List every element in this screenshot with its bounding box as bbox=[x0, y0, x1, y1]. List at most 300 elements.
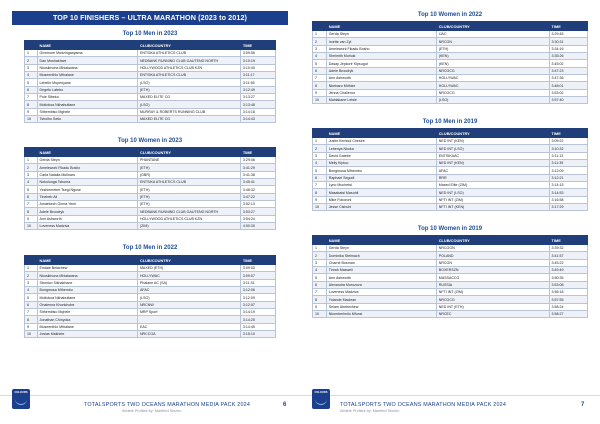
finish-time-cell: 3:48:01 bbox=[549, 82, 588, 89]
athlete-name-cell: Dan Moshakhwe bbox=[37, 57, 137, 64]
athlete-name-cell: Ann Ashworth bbox=[326, 75, 436, 82]
athlete-name-cell: Adele Broodryk bbox=[326, 67, 436, 74]
page-number: 6 bbox=[283, 402, 287, 408]
finish-time-cell: 3:14:15 bbox=[549, 182, 588, 189]
table-header-row bbox=[25, 256, 276, 265]
athlete-name-cell: Charné Bosman bbox=[326, 259, 436, 266]
position-cell: 5 bbox=[313, 167, 327, 174]
page-banner: TOP 10 FINISHERS – ULTRA MARATHON (2023 to 2012) bbox=[12, 11, 288, 25]
men-2023-title: Top 10 Men in 2023 bbox=[122, 31, 178, 37]
finish-time-cell: 3:29:45 bbox=[549, 31, 588, 38]
athlete-name-cell: Shelmith Muriuki bbox=[326, 53, 436, 60]
table-row bbox=[25, 171, 276, 178]
athlete-name-cell: Tsholho Setlo bbox=[37, 116, 137, 123]
table-row bbox=[25, 272, 276, 279]
club-country-cell: BOXERSZN bbox=[436, 267, 549, 274]
finish-time-cell: 3:12:06 bbox=[240, 287, 275, 294]
athlete-name-cell: Bongmusa Mthembu bbox=[326, 167, 436, 174]
club-country-cell: NFTI INT (KEN) bbox=[436, 204, 549, 211]
club-country-cell: NED INT (KEN) bbox=[436, 138, 549, 145]
table-row bbox=[313, 289, 588, 296]
finish-time-cell: 3:12:09 bbox=[549, 167, 588, 174]
athlete-name-cell: Ann Ashworth bbox=[37, 215, 137, 222]
table-row bbox=[25, 186, 276, 193]
finish-time-cell: 3:39:32 bbox=[549, 245, 588, 252]
club-country-cell: MASSACCG bbox=[436, 274, 549, 281]
position-cell: 2 bbox=[313, 145, 327, 152]
athlete-name-cell: Justin Kemboi Chesire bbox=[326, 138, 436, 145]
finish-time-cell: 3:12:09 bbox=[240, 294, 275, 301]
table-row bbox=[25, 179, 276, 186]
finish-time-cell: 3:50:35 bbox=[549, 274, 588, 281]
finish-time-cell: 4:00:30 bbox=[240, 223, 275, 230]
club-country-cell: (KEN) bbox=[436, 60, 549, 67]
finish-time-cell: 3:45:02 bbox=[549, 60, 588, 67]
position-cell: 3 bbox=[313, 152, 327, 159]
club-country-cell: HOLLYWAC bbox=[436, 75, 549, 82]
finish-time-cell: 3:10:40 bbox=[240, 64, 275, 71]
club-country-cell: ENTSIKA ATHLETICS CLUB bbox=[137, 50, 240, 57]
position-cell: 8 bbox=[313, 296, 327, 303]
finish-time-cell: 3:57:55 bbox=[549, 296, 588, 303]
finish-time-cell: 3:12:21 bbox=[549, 174, 588, 181]
finish-time-cell: 3:16:58 bbox=[549, 196, 588, 203]
club-country-cell: (LSO) bbox=[137, 294, 240, 301]
footer-divider bbox=[0, 395, 300, 396]
table-row bbox=[313, 296, 588, 303]
table-row bbox=[25, 301, 276, 308]
position-cell: 4 bbox=[25, 179, 38, 186]
club-country-cell: NEDBANK RUNNING CLUB GAUTENG NORTH bbox=[137, 208, 240, 215]
club-country-cell: (ETH) bbox=[137, 193, 240, 200]
finish-time-cell: 3:41:57 bbox=[549, 252, 588, 259]
footer-subtitle: Athlete Profiles by: Manfred Sinzhu bbox=[340, 409, 400, 413]
club-country-cell bbox=[137, 316, 240, 323]
table-row bbox=[25, 279, 276, 286]
finish-time-cell: 3:12:57 bbox=[240, 301, 275, 308]
club-country-cell: EAC bbox=[137, 323, 240, 330]
position-cell: 2 bbox=[313, 38, 327, 45]
athlete-name-cell: Nokulunga Tshuma bbox=[37, 179, 137, 186]
athlete-name-cell: Selam Abebechew bbox=[326, 303, 436, 310]
athlete-name-cell: Amelework Fikadu Bosho bbox=[37, 164, 137, 171]
position-cell: 7 bbox=[313, 182, 327, 189]
table-row bbox=[313, 82, 588, 89]
position-cell: 1 bbox=[25, 265, 38, 272]
finish-time-cell: 3:14:16 bbox=[240, 108, 275, 115]
position-cell: 6 bbox=[313, 67, 327, 74]
athlete-name-cell: Alexandra Morozova bbox=[326, 281, 436, 288]
table-row bbox=[25, 201, 276, 208]
club-country-cell: NRCGN bbox=[436, 259, 549, 266]
table-row bbox=[313, 145, 588, 152]
athlete-name-cell: Moseenthlo Mthalane bbox=[37, 72, 137, 79]
club-country-cell: (ETH) bbox=[137, 164, 240, 171]
column-header-name: NAME bbox=[37, 256, 137, 265]
table-row bbox=[313, 38, 588, 45]
position-cell: 8 bbox=[25, 316, 38, 323]
table-row bbox=[25, 309, 276, 316]
table-row bbox=[25, 116, 276, 123]
table-row bbox=[313, 252, 588, 259]
position-cell: 3 bbox=[25, 279, 38, 286]
table-row bbox=[313, 274, 588, 281]
position-cell: 7 bbox=[25, 94, 38, 101]
athlete-name-cell: Loveness Madziva bbox=[37, 223, 137, 230]
finish-time-cell: 3:47:22 bbox=[240, 193, 275, 200]
position-cell: 8 bbox=[25, 208, 38, 215]
finish-time-cell: 3:13:48 bbox=[240, 101, 275, 108]
club-country-cell: RUSSIA bbox=[436, 281, 549, 288]
table-row bbox=[25, 331, 276, 338]
club-country-cell: ENTSIKA ATHLETICS CLUB bbox=[137, 179, 240, 186]
club-country-cell: MAXED ELITE CG bbox=[137, 94, 240, 101]
athlete-name-cell: Masakatsi Masuhli bbox=[326, 189, 436, 196]
position-cell: 8 bbox=[313, 82, 327, 89]
table-row bbox=[313, 196, 588, 203]
finish-time-cell: 3:49:49 bbox=[549, 267, 588, 274]
men-2022-title: Top 10 Men in 2022 bbox=[122, 245, 178, 251]
table-row bbox=[313, 97, 588, 104]
column-header-club: CLUB/COUNTRY bbox=[137, 41, 240, 50]
table-row bbox=[25, 94, 276, 101]
wave-icon bbox=[315, 399, 327, 405]
table-row bbox=[25, 215, 276, 222]
position-cell: 9 bbox=[25, 108, 38, 115]
position-cell: 5 bbox=[25, 186, 38, 193]
finish-time-cell: 3:54:24 bbox=[240, 215, 275, 222]
finish-time-cell: 3:14:25 bbox=[240, 316, 275, 323]
athlete-name-cell: Dasay Jepkorir Kipsugut bbox=[326, 60, 436, 67]
club-country-cell: (KEN) bbox=[436, 53, 549, 60]
position-cell: 9 bbox=[25, 215, 38, 222]
club-country-cell: ENTSIKAAC bbox=[436, 152, 549, 159]
column-header-club: CLUB/COUNTRY bbox=[436, 22, 549, 31]
position-cell: 10 bbox=[25, 116, 38, 123]
column-header-name: NAME bbox=[326, 236, 436, 245]
right-page bbox=[300, 0, 600, 424]
position-cell: 6 bbox=[25, 86, 38, 93]
footer-title: TOTALSPORTS TWO OCEANS MARATHON MEDIA PACK 2024 bbox=[84, 402, 251, 408]
table-row bbox=[25, 72, 276, 79]
athlete-name-cell: David Gatebe bbox=[326, 152, 436, 159]
position-cell: 6 bbox=[313, 281, 327, 288]
athlete-name-cell: Gerda Steyn bbox=[37, 157, 137, 164]
column-header-time: TIME bbox=[549, 22, 588, 31]
position-cell: 10 bbox=[25, 223, 38, 230]
wave-icon bbox=[15, 399, 27, 405]
athlete-name-cell: Sbonico Sikhakhane bbox=[37, 279, 137, 286]
club-country-cell: NFTI INT (ZIM) bbox=[436, 289, 549, 296]
women-2022-title: Top 10 Women in 2022 bbox=[417, 12, 483, 18]
club-country-cell: IJAC bbox=[436, 31, 549, 38]
athlete-name-cell: Carla Natalia Molinaro bbox=[37, 171, 137, 178]
table-row bbox=[25, 323, 276, 330]
club-country-cell: (ETH) bbox=[137, 201, 240, 208]
club-country-cell: NED INT (LSO) bbox=[436, 189, 549, 196]
table-row bbox=[25, 193, 276, 200]
club-country-cell: NRCNW bbox=[137, 301, 240, 308]
club-country-cell: (ETH) bbox=[436, 45, 549, 52]
finish-time-cell: 3:14:19 bbox=[240, 309, 275, 316]
athlete-name-cell: Endale Belachew bbox=[37, 265, 137, 272]
club-country-cell: HOLLYWOOD ATHLETICS CLUB KZN bbox=[137, 64, 240, 71]
club-country-cell: (LSO) bbox=[137, 101, 240, 108]
column-header-time: TIME bbox=[240, 256, 275, 265]
table-row bbox=[313, 267, 588, 274]
athlete-name-cell: Degefu Lafebo bbox=[37, 86, 137, 93]
column-header-club: CLUB/COUNTRY bbox=[436, 236, 549, 245]
athlete-name-cell: Jesse Cishuhi bbox=[326, 204, 436, 211]
athlete-name-cell: Motlokoa Nkhabutlane bbox=[37, 101, 137, 108]
finish-time-cell: 3:53:08 bbox=[549, 281, 588, 288]
finish-time-cell: 3:11:55 bbox=[240, 79, 275, 86]
athlete-name-cell: Mike Fokoroni bbox=[326, 196, 436, 203]
finish-time-cell: 3:30:31 bbox=[549, 38, 588, 45]
table-header-row bbox=[313, 22, 588, 31]
club-country-cell: AFAC bbox=[436, 167, 549, 174]
column-header-club: CLUB/COUNTRY bbox=[137, 148, 240, 157]
column-header-no bbox=[25, 148, 38, 157]
position-cell: 2 bbox=[25, 57, 38, 64]
finish-time-cell: 3:10:32 bbox=[549, 145, 588, 152]
athlete-name-cell: Gerda Steyn bbox=[326, 31, 436, 38]
table-row bbox=[25, 86, 276, 93]
athlete-name-cell: Jonathan Chinyoka bbox=[37, 316, 137, 323]
position-cell: 3 bbox=[313, 259, 327, 266]
club-country-cell: POLAND bbox=[436, 252, 549, 259]
table-row bbox=[25, 64, 276, 71]
athlete-name-cell: Amaekech Girma Yemi bbox=[37, 201, 137, 208]
table-row bbox=[25, 101, 276, 108]
position-cell: 9 bbox=[313, 196, 327, 203]
club-country-cell: NRCGCG bbox=[436, 89, 549, 96]
table-row bbox=[313, 174, 588, 181]
club-country-cell: NED INT (LSO) bbox=[436, 145, 549, 152]
athlete-name-cell: Givemore Mudzinganyama bbox=[37, 50, 137, 57]
position-cell: 3 bbox=[25, 171, 38, 178]
position-cell: 10 bbox=[313, 204, 327, 211]
page-number: 7 bbox=[581, 402, 585, 408]
club-country-cell: NFTI INT (ZIM) bbox=[436, 196, 549, 203]
position-cell: 2 bbox=[25, 272, 38, 279]
finish-time-cell: 3:12:49 bbox=[240, 86, 275, 93]
position-cell: 6 bbox=[313, 174, 327, 181]
footer-subtitle: Athlete Profiles by: Manfred Sinzhu bbox=[122, 409, 182, 413]
column-header-club: CLUB/COUNTRY bbox=[436, 129, 549, 138]
position-cell: 3 bbox=[313, 45, 327, 52]
club-country-cell: (LSO) bbox=[436, 97, 549, 104]
table-row bbox=[313, 189, 588, 196]
position-cell: 4 bbox=[313, 53, 327, 60]
position-cell: 8 bbox=[25, 101, 38, 108]
athlete-name-cell: Nkekazo Mdhize bbox=[326, 82, 436, 89]
position-cell: 9 bbox=[313, 89, 327, 96]
club-country-cell: NRCCGA bbox=[137, 331, 240, 338]
club-country-cell: (ETH) bbox=[137, 86, 240, 93]
finish-time-cell: 3:10:19 bbox=[240, 57, 275, 64]
table-header-row bbox=[25, 41, 276, 50]
club-country-cell: NED INT (KEN) bbox=[436, 160, 549, 167]
athlete-name-cell: Adele Broodryk bbox=[37, 208, 137, 215]
table-row bbox=[25, 287, 276, 294]
table-header-row bbox=[25, 148, 276, 157]
club-country-cell: HOLLYWAC bbox=[137, 272, 240, 279]
table-row bbox=[313, 152, 588, 159]
finish-time-cell: 3:41:29 bbox=[240, 164, 275, 171]
finish-time-cell: 3:11:17 bbox=[240, 72, 275, 79]
athlete-name-cell: Sithembiso Mghele bbox=[37, 108, 137, 115]
athlete-name-cell: Mahlakane Letsie bbox=[326, 97, 436, 104]
club-country-cell: NEDBANK RUNNING CLUB GAUTENG NORTH bbox=[137, 57, 240, 64]
club-country-cell: NRCEC bbox=[436, 311, 549, 318]
club-country-cell: (GBR) bbox=[137, 171, 240, 178]
men-2023-table bbox=[24, 40, 276, 123]
table-row bbox=[313, 281, 588, 288]
finish-time-cell: 3:45:41 bbox=[240, 179, 275, 186]
athlete-name-cell: Melly Kiptoo bbox=[326, 160, 436, 167]
table-row bbox=[25, 294, 276, 301]
column-header-no bbox=[313, 236, 327, 245]
two-oceans-logo: COLOURS bbox=[312, 389, 330, 409]
athlete-name-cell: Bongmusa Mthembu bbox=[37, 287, 137, 294]
table-row bbox=[313, 160, 588, 167]
athlete-name-cell: Moseenthlo Mthalane bbox=[37, 323, 137, 330]
athlete-name-cell: Tinebeb Ali bbox=[37, 193, 137, 200]
table-row bbox=[25, 57, 276, 64]
athlete-name-cell: Tinrah Maswell bbox=[326, 267, 436, 274]
table-row bbox=[25, 50, 276, 57]
column-header-time: TIME bbox=[549, 129, 588, 138]
finish-time-cell: 3:46:32 bbox=[240, 186, 275, 193]
finish-time-cell: 3:14:43 bbox=[240, 116, 275, 123]
women-2023-table bbox=[24, 147, 276, 230]
athlete-name-cell: Irvette van Zyl bbox=[326, 38, 436, 45]
table-row bbox=[313, 204, 588, 211]
position-cell: 9 bbox=[25, 323, 38, 330]
column-header-no bbox=[25, 41, 38, 50]
athlete-name-cell: Lyno Muchetsi bbox=[326, 182, 436, 189]
athlete-name-cell: Raphael Segodi bbox=[326, 174, 436, 181]
finish-time-cell: 3:58:27 bbox=[549, 311, 588, 318]
finish-time-cell: 3:53:27 bbox=[240, 208, 275, 215]
finish-time-cell: 3:09:56 bbox=[240, 50, 275, 57]
column-header-time: TIME bbox=[240, 41, 275, 50]
table-row bbox=[313, 31, 588, 38]
women-2023-title: Top 10 Women in 2023 bbox=[117, 138, 183, 144]
table-row bbox=[25, 164, 276, 171]
table-row bbox=[313, 45, 588, 52]
women-2022-table bbox=[312, 21, 588, 104]
column-header-time: TIME bbox=[549, 236, 588, 245]
column-header-no bbox=[313, 129, 327, 138]
athlete-name-cell: Dominika Stelmach bbox=[326, 252, 436, 259]
finish-time-cell: 3:35:26 bbox=[549, 53, 588, 60]
athlete-name-cell: Ann Ashworth bbox=[326, 274, 436, 281]
club-country-cell: HOLLYWAC bbox=[436, 82, 549, 89]
position-cell: 4 bbox=[25, 72, 38, 79]
table-row bbox=[313, 89, 588, 96]
club-country-cell: NRCGCG bbox=[436, 67, 549, 74]
position-cell: 4 bbox=[25, 287, 38, 294]
club-country-cell: MAXED (ETH) bbox=[137, 265, 240, 272]
position-cell: 10 bbox=[313, 311, 327, 318]
table-row bbox=[25, 316, 276, 323]
table-row bbox=[313, 303, 588, 310]
finish-time-cell: 3:57:40 bbox=[549, 97, 588, 104]
position-cell: 1 bbox=[25, 50, 38, 57]
finish-time-cell: 3:29:06 bbox=[240, 157, 275, 164]
finish-time-cell: 3:14:45 bbox=[240, 323, 275, 330]
athlete-name-cell: Nkosikhona Mhlakwana bbox=[37, 272, 137, 279]
finish-time-cell: 3:34:16 bbox=[549, 45, 588, 52]
club-country-cell: MAXED ELITE CG bbox=[137, 116, 240, 123]
athlete-name-cell: Jenna Challenor bbox=[326, 89, 436, 96]
table-row bbox=[313, 138, 588, 145]
athlete-name-cell: Motlokoa Nkhabutlane bbox=[37, 294, 137, 301]
finish-time-cell: 3:41:38 bbox=[240, 171, 275, 178]
finish-time-cell: 3:47:36 bbox=[549, 75, 588, 82]
men-2019-title: Top 10 Men in 2019 bbox=[422, 119, 478, 125]
women-2019-table bbox=[312, 235, 588, 318]
club-country-cell: RRR bbox=[436, 174, 549, 181]
table-row bbox=[25, 223, 276, 230]
athlete-name-cell: Yolande Maclean bbox=[326, 296, 436, 303]
position-cell: 6 bbox=[25, 193, 38, 200]
club-country-cell: ENTSIKA ATHLETICS CLUB bbox=[137, 72, 240, 79]
footer-divider bbox=[300, 395, 600, 396]
table-row bbox=[313, 75, 588, 82]
athlete-name-cell: Pule Sibeko bbox=[37, 94, 137, 101]
table-row bbox=[313, 182, 588, 189]
position-cell: 7 bbox=[313, 75, 327, 82]
position-cell: 3 bbox=[25, 64, 38, 71]
column-header-no bbox=[25, 256, 38, 265]
position-cell: 10 bbox=[313, 97, 327, 104]
column-header-name: NAME bbox=[37, 41, 137, 50]
athlete-name-cell: Josias Makhele bbox=[37, 331, 137, 338]
position-cell: 2 bbox=[313, 252, 327, 259]
finish-time-cell: 3:53:02 bbox=[549, 89, 588, 96]
finish-time-cell: 3:11:31 bbox=[240, 279, 275, 286]
position-cell: 1 bbox=[313, 245, 327, 252]
table-row bbox=[313, 245, 588, 252]
footer-title: TOTALSPORTS TWO OCEANS MARATHON MEDIA PACK 2024 bbox=[340, 402, 507, 408]
position-cell: 4 bbox=[313, 267, 327, 274]
finish-time-cell: 3:45:22 bbox=[549, 259, 588, 266]
finish-time-cell: 3:15:10 bbox=[240, 331, 275, 338]
column-header-club: CLUB/COUNTRY bbox=[137, 256, 240, 265]
position-cell: 1 bbox=[313, 138, 327, 145]
club-country-cell: MRP Sport bbox=[137, 309, 240, 316]
position-cell: 1 bbox=[25, 157, 38, 164]
athlete-name-cell: Nkomberimilo Mfunzi bbox=[326, 311, 436, 318]
club-country-cell: NRCGN bbox=[436, 38, 549, 45]
athlete-name-cell: Lebello Mopenyane bbox=[37, 79, 137, 86]
club-country-cell: Maxed Elite (ZIM) bbox=[436, 182, 549, 189]
club-country-cell: (LSO) bbox=[137, 79, 240, 86]
finish-time-cell: 3:11:39 bbox=[549, 160, 588, 167]
finish-time-cell: 3:09:07 bbox=[240, 272, 275, 279]
table-row bbox=[25, 265, 276, 272]
athlete-name-cell: Lebenya Nkoka bbox=[326, 145, 436, 152]
club-country-cell: NED INT (ETH) bbox=[436, 303, 549, 310]
athlete-name-cell: Onalenna Khonkhobe bbox=[37, 301, 137, 308]
position-cell: 7 bbox=[313, 289, 327, 296]
men-2019-table bbox=[312, 128, 588, 211]
finish-time-cell: 3:52:13 bbox=[240, 201, 275, 208]
position-cell: 10 bbox=[25, 331, 38, 338]
